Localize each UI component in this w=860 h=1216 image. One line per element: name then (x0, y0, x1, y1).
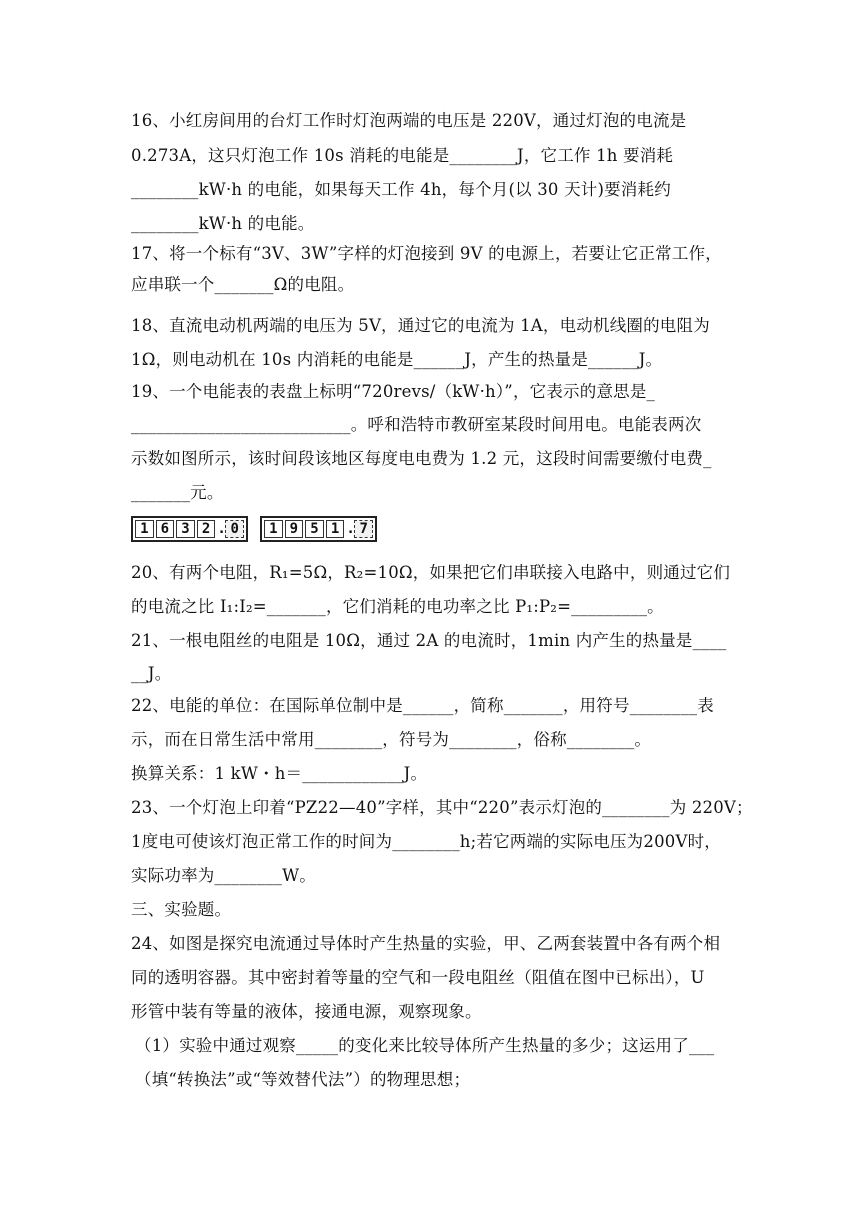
meter-1-digit: 1 (135, 520, 154, 538)
meter-reading-2 (260, 516, 377, 542)
q16-line-2: 0.273A，这只灯泡工作 10s 消耗的电能是________J，它工作 1h 要消耗 (131, 146, 674, 165)
q24-line-2: 同的透明容器。其中密封着等量的空气和一段电阻丝（阻值在图中已标出），U (131, 968, 705, 987)
meter-2-decimal-digit: 7 (354, 520, 373, 538)
q18-line-1: 18、直流电动机两端的电压为 5V，通过它的电流为 1A，电动机线圈的电阻为 (131, 316, 710, 335)
q22-line-2: 示，而在日常生活中常用________，符号为________，俗称________。 (131, 730, 652, 749)
q23-line-1: 23、一个灯泡上印着“PZ22—40”字样，其中“220”表示灯泡的________为 220V； (131, 798, 753, 817)
meter-1-digit: 6 (156, 520, 175, 538)
q19-line-2: __________________________。呼和浩特市教研室某段时间用电。电能表两次 (131, 415, 702, 434)
q16-line-4: ________kW·h 的电能。 (131, 214, 315, 233)
meter-2-digit: 1 (326, 520, 345, 538)
q16-line-3: ________kW·h 的电能，如果每天工作 4h，每个月(以 30 天计)要消耗约 (131, 180, 671, 199)
meter-1-decimal-point: . (217, 521, 226, 537)
q17-line-1: 17、将一个标有“3V、3W”字样的灯泡接到 9V 的电源上，若要让它正常工作， (131, 244, 722, 263)
q22-line-3: 换算关系：1 kW・h＝____________J。 (131, 764, 428, 783)
q23-line-2: 1度电可使该灯泡正常工作的时间为________h;若它两端的实际电压为200V时， (131, 832, 721, 851)
meter-2-decimal-point: . (346, 521, 355, 537)
q23-line-3: 实际功率为________W。 (131, 866, 316, 885)
meter-1-decimal-digit: 0 (225, 520, 244, 538)
q24-part-1-line-1: （1）实验中通过观察_____的变化来比较导体所产生热量的多少；这运用了___ (135, 1036, 715, 1055)
q16-line-1: 16、小红房间用的台灯工作时灯泡两端的电压是 220V，通过灯泡的电流是 (131, 111, 687, 130)
meter-2-digit: 5 (305, 520, 324, 538)
q19-line-3: 示数如图所示，该时间段该地区每度电电费为 1.2 元，这段时间需要缴付电费_ (131, 449, 712, 468)
q18-line-2: 1Ω，则电动机在 10s 内消耗的电能是______J，产生的热量是______J。 (131, 350, 663, 369)
q20-line-1: 20、有两个电阻，R₁=5Ω，R₂=10Ω，如果把它们串联接入电路中，则通过它们 (131, 563, 731, 582)
q21-line-2: __J。 (131, 664, 172, 683)
meter-2-digit: 9 (285, 520, 304, 538)
q19-line-4: _______元。 (131, 483, 224, 502)
q24-part-1-line-2: （填“转换法”或“等效替代法”）的物理思想； (135, 1070, 471, 1089)
section-heading-experiments: 三、实验题。 (131, 900, 232, 919)
q19-line-1: 19、一个电能表的表盘上标明“720revs/（kW·h）”，它表示的意思是_ (131, 382, 655, 401)
q21-line-1: 21、一根电阻丝的电阻是 10Ω，通过 2A 的电流时，1min 内产生的热量是____ (131, 631, 727, 650)
q22-line-1: 22、电能的单位：在国际单位制中是______，简称_______，用符号________表 (131, 696, 714, 715)
q24-line-3: 形管中装有等量的液体，接通电源，观察现象。 (131, 1002, 482, 1021)
q20-line-2: 的电流之比 I₁:I₂=_______，它们消耗的电功率之比 P₁:P₂=_________。 (131, 597, 664, 616)
meter-reading-1 (131, 516, 248, 542)
q17-line-2: 应串联一个_______Ω的电阻。 (131, 275, 355, 294)
meter-1-digit: 3 (176, 520, 195, 538)
q24-line-1: 24、如图是探究电流通过导体时产生热量的实验，甲、乙两套装置中各有两个相 (131, 934, 721, 953)
meter-1-digit: 2 (197, 520, 216, 538)
meter-2-digit: 1 (264, 520, 283, 538)
